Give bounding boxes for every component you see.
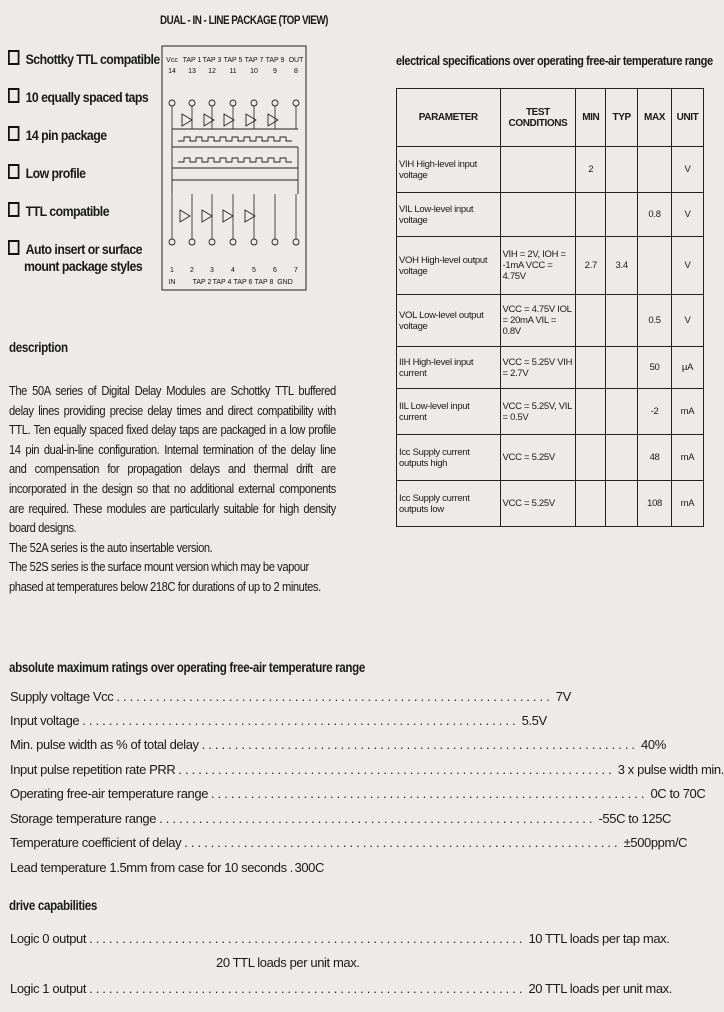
cell-test-conditions: VIH = 2V, IOH = -1mA VCC = 4.75V — [500, 237, 576, 295]
col-header-unit: UNIT — [672, 89, 704, 147]
bottom-pin-number: 1 — [170, 267, 174, 274]
drive-logic0-unit-max: 20 TTL loads per unit max. — [216, 955, 360, 970]
bottom-pin-number: 6 — [273, 267, 277, 274]
description-paragraph: The 52A series is the auto insertable version. — [9, 539, 213, 555]
cell-typ — [606, 481, 638, 527]
bottom-pin-label: TAP 6 — [233, 279, 253, 286]
bottom-pin-label: TAP 8 — [254, 279, 274, 286]
pin-pad-icon — [293, 239, 299, 245]
top-pin-number: 9 — [273, 68, 277, 75]
top-pin-number: 8 — [294, 68, 298, 75]
drive-heading: drive capabilities — [9, 898, 98, 913]
feature-item: Schottky TTL compatible — [8, 50, 160, 68]
drive-row-logic1: Logic 1 output .................................................................. 20 TTL loads per unit max. — [10, 981, 672, 996]
buffer-triangle-icon — [180, 210, 190, 222]
buffer-triangle-icon — [245, 210, 255, 222]
cell-max: -2 — [638, 389, 672, 435]
bottom-pin-number: 4 — [231, 267, 235, 274]
col-header-test-conditions: TEST CONDITIONS — [500, 89, 576, 147]
pin-pad-icon — [272, 100, 278, 106]
top-pin-number: 13 — [188, 68, 196, 75]
pin-pad-icon — [230, 239, 236, 245]
bottom-pin-number: 2 — [190, 267, 194, 274]
bottom-pin-label: IN — [168, 279, 176, 286]
cell-min: 2 — [576, 147, 606, 193]
rating-row: Temperature coefficient of delay .................................................................. ±500ppm/C — [10, 835, 688, 850]
cell-min — [576, 389, 606, 435]
cell-test-conditions — [500, 147, 576, 193]
feature-item: Low profile — [8, 164, 85, 182]
top-pin-label: TAP 9 — [265, 57, 285, 64]
buffer-triangle-icon — [202, 210, 212, 222]
cell-typ — [606, 295, 638, 347]
col-header-min: MIN — [576, 89, 606, 147]
feature-item-continued: mount package styles — [24, 258, 143, 274]
cell-typ — [606, 147, 638, 193]
rating-row: Lead temperature 1.5mm from case for 10 seconds 300C — [10, 860, 324, 875]
top-pin-number: 11 — [229, 68, 237, 75]
bottom-pin-number: 7 — [294, 267, 298, 274]
checkbox-icon — [8, 202, 19, 217]
cell-max: 0.8 — [638, 193, 672, 237]
cell-parameter: IIL Low-level input current — [397, 389, 501, 435]
bottom-pin-label: TAP 4 — [212, 279, 232, 286]
bottom-pin-number: 3 — [210, 267, 214, 274]
cell-unit: V — [672, 147, 704, 193]
cell-test-conditions: VCC = 4.75V IOL = 20mA VIL = 0.8V — [500, 295, 576, 347]
pin-pad-icon — [189, 239, 195, 245]
ratings-heading: absolute maximum ratings over operating free-air temperature range — [9, 660, 366, 675]
feature-item: Auto insert or surface — [8, 240, 142, 258]
package-diagram — [160, 44, 310, 294]
checkbox-icon — [8, 88, 19, 103]
cell-parameter: IIH High-level input current — [397, 347, 501, 389]
pin-pad-icon — [209, 100, 215, 106]
description-paragraph: The 52S series is the surface mount version which may be vapour phased at temperatures below 218C for durations of up to 2 minutes. — [9, 559, 321, 594]
bottom-pin-number: 5 — [252, 267, 256, 274]
spec-table — [396, 88, 704, 527]
rating-row: Min. pulse width as % of total delay .................................................................. 40% — [10, 737, 666, 752]
pin-pad-icon — [272, 239, 278, 245]
checkbox-icon — [8, 164, 19, 179]
rating-row: Input pulse repetition rate PRR .................................................................. 3 x pulse width min. — [10, 762, 724, 777]
buffer-triangle-icon — [224, 114, 234, 126]
top-pin-label: OUT — [288, 57, 304, 64]
top-pin-label: TAP 3 — [202, 57, 222, 64]
drive-row-logic0: Logic 0 output .................................................................. 10 TTL loads per tap max. — [10, 931, 670, 946]
top-pin-number: 14 — [168, 68, 176, 75]
top-pin-label: TAP 1 — [182, 57, 202, 64]
rating-row: Supply voltage Vcc .................................................................. 7V — [10, 689, 571, 704]
cell-typ — [606, 347, 638, 389]
spec-table-row — [397, 295, 704, 347]
cell-min — [576, 435, 606, 481]
cell-min — [576, 481, 606, 527]
spec-table-row — [397, 147, 704, 193]
cell-max — [638, 147, 672, 193]
description-paragraph: The 50A series of Digital Delay Modules are Schottky TTL buffered delay lines providing precise delay times and direct compatibility with TTL. Ten equally spaced fixed delay taps are packaged in a low profile 14 pin dual-in-line configuration. Internal termination of the delay line and compensation for propagation delays and thermal drift are incorporated in the design so that no additional external components are required. These modules are particularly suitable for high density board designs. — [9, 383, 336, 536]
feature-item: 10 equally spaced taps — [8, 88, 148, 106]
pin-pad-icon — [189, 100, 195, 106]
buffer-triangle-icon — [268, 114, 278, 126]
cell-unit: V — [672, 295, 704, 347]
buffer-triangle-icon — [246, 114, 256, 126]
cell-typ — [606, 389, 638, 435]
buffer-triangle-icon — [182, 114, 192, 126]
cell-parameter: VOL Low-level output voltage — [397, 295, 501, 347]
buffer-triangle-icon — [223, 210, 233, 222]
pin-pad-icon — [209, 239, 215, 245]
cell-unit: μA — [672, 347, 704, 389]
description-body — [9, 381, 336, 597]
cell-unit: mA — [672, 435, 704, 481]
buffer-triangle-icon — [204, 114, 214, 126]
col-header-typ: TYP — [606, 89, 638, 147]
cell-unit: V — [672, 193, 704, 237]
cell-min — [576, 295, 606, 347]
top-pin-number: 10 — [250, 68, 258, 75]
cell-typ — [606, 435, 638, 481]
cell-test-conditions: VCC = 5.25V VIH = 2.7V — [500, 347, 576, 389]
cell-max: 0.5 — [638, 295, 672, 347]
spec-table-row — [397, 347, 704, 389]
bottom-pin-label: TAP 2 — [192, 279, 212, 286]
cell-min: 2.7 — [576, 237, 606, 295]
cell-parameter: VIL Low-level input voltage — [397, 193, 501, 237]
bottom-pin-label: GND — [277, 279, 293, 286]
cell-parameter: VIH High-level input voltage — [397, 147, 501, 193]
rating-row: Input voltage .................................................................. 5.5V — [10, 713, 547, 728]
package-title: DUAL - IN - LINE PACKAGE (TOP VIEW) — [160, 13, 328, 27]
top-pin-label: TAP 5 — [223, 57, 243, 64]
checkbox-icon — [8, 50, 19, 65]
delay-line-schematic — [172, 129, 298, 194]
spec-table-row — [397, 237, 704, 295]
cell-max: 108 — [638, 481, 672, 527]
spec-table-row — [397, 481, 704, 527]
cell-max: 48 — [638, 435, 672, 481]
rating-row: Operating free-air temperature range .................................................................. 0C to 70C — [10, 786, 706, 801]
pin-pad-icon — [230, 100, 236, 106]
pin-pad-icon — [169, 239, 175, 245]
cell-typ — [606, 193, 638, 237]
cell-unit: V — [672, 237, 704, 295]
cell-test-conditions: VCC = 5.25V — [500, 435, 576, 481]
checkbox-icon — [8, 240, 19, 255]
cell-max: 50 — [638, 347, 672, 389]
top-pin-label: Vcc — [166, 57, 178, 64]
pin-pad-icon — [251, 100, 257, 106]
cell-parameter: Icc Supply current outputs high — [397, 435, 501, 481]
spec-table-header-row — [397, 89, 704, 147]
spec-table-row — [397, 193, 704, 237]
cell-max — [638, 237, 672, 295]
cell-unit: mA — [672, 389, 704, 435]
cell-min — [576, 347, 606, 389]
col-header-max: MAX — [638, 89, 672, 147]
spec-table-title: electrical specifications over operating free-air temperature range — [396, 53, 713, 68]
cell-min — [576, 193, 606, 237]
top-pin-label: TAP 7 — [244, 57, 264, 64]
feature-item: TTL compatible — [8, 202, 109, 220]
cell-parameter: VOH High-level output voltage — [397, 237, 501, 295]
top-pin-number: 12 — [208, 68, 216, 75]
pin-pad-icon — [293, 100, 299, 106]
feature-item: 14 pin package — [8, 126, 107, 144]
cell-test-conditions: VCC = 5.25V — [500, 481, 576, 527]
cell-test-conditions: VCC = 5.25V, VIL = 0.5V — [500, 389, 576, 435]
spec-table-row — [397, 435, 704, 481]
checkbox-icon — [8, 126, 19, 141]
pin-pad-icon — [251, 239, 257, 245]
rating-row: Storage temperature range .................................................................. -55C to 125C — [10, 811, 672, 826]
cell-test-conditions — [500, 193, 576, 237]
cell-parameter: Icc Supply current outputs low — [397, 481, 501, 527]
cell-typ: 3.4 — [606, 237, 638, 295]
pin-pad-icon — [169, 100, 175, 106]
col-header-parameter: PARAMETER — [397, 89, 501, 147]
cell-unit: mA — [672, 481, 704, 527]
description-heading: description — [9, 340, 68, 355]
spec-table-row — [397, 389, 704, 435]
